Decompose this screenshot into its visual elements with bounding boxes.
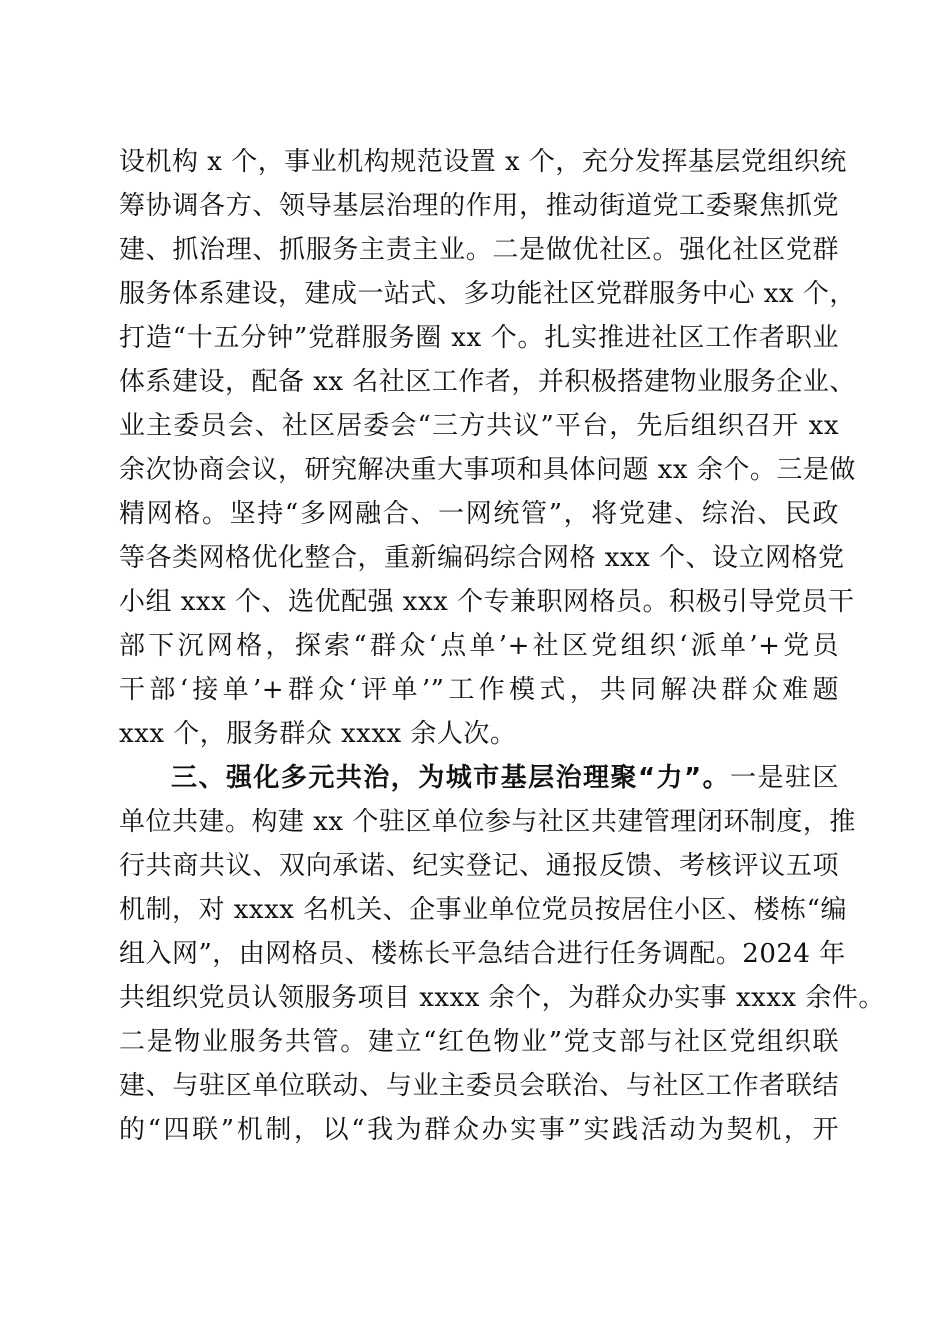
body-line: 部下沉网格，探索“群众‘点单’+社区党组织‘派单’+党员	[119, 631, 839, 661]
body-line: 体系建设，配备 xx 名社区工作者，并积极搭建物业服务企业、	[119, 367, 856, 397]
body-line: 服务体系建设，建成一站式、多功能社区党群服务中心 xx 个，	[119, 279, 856, 309]
body-line: 的“四联”机制，以“我为群众办实事”实践活动为契机，开	[119, 1115, 839, 1145]
body-line: 精网格。坚持“多网融合、一网统管”，将党建、综治、民政	[119, 499, 839, 529]
body-line: 打造“十五分钟”党群服务圈 xx 个。扎实推进社区工作者职业	[119, 323, 839, 353]
body-line: 业主委员会、社区居委会“三方共议”平台，先后组织召开 xx	[119, 411, 839, 441]
body-line-end: xxx 个，服务群众 xxxx 余人次。	[119, 719, 517, 749]
body-line: 机制，对 xxxx 名机关、企事业单位党员按居住小区、楼栋“编	[119, 895, 847, 925]
body-line: 小组 xxx 个、选优配强 xxx 个专兼职网格员。积极引导党员干	[119, 587, 855, 617]
section-heading-line	[171, 758, 839, 798]
body-line: 行共商共议、双向承诺、纪实登记、通报反馈、考核评议五项	[119, 851, 839, 881]
body-line: 建、与驻区单位联动、与业主委员会联治、与社区工作者联结	[119, 1071, 839, 1101]
body-line: 筹协调各方、领导基层治理的作用，推动街道党工委聚焦抓党	[119, 191, 839, 221]
body-line: 建、抓治理、抓服务主责主业。二是做优社区。强化社区党群	[119, 235, 839, 265]
body-line: 共组织党员认领服务项目 xxxx 余个，为群众办实事 xxxx 余件。	[119, 983, 885, 1013]
section-heading: 三、强化多元共治，为城市基层治理聚“力”。	[171, 763, 731, 793]
body-line: 单位共建。构建 xx 个驻区单位参与社区共建管理闭环制度，推	[119, 807, 856, 837]
body-line: 干部‘接单’+群众‘评单’”工作模式，共同解决群众难题	[119, 675, 839, 705]
section-heading-continuation: 一是驻区	[730, 763, 839, 793]
body-line: 余次协商会议，研究解决重大事项和具体问题 xx 余个。三是做	[119, 455, 856, 485]
body-line: 二是物业服务共管。建立“红色物业”党支部与社区党组织联	[119, 1027, 839, 1057]
body-line: 组入网”，由网格员、楼栋长平急结合进行任务调配。2024 年	[119, 939, 846, 969]
body-line: 设机构 x 个，事业机构规范设置 x 个，充分发挥基层党组织统	[119, 147, 847, 177]
body-line: 等各类网格优化整合，重新编码综合网格 xxx 个、设立网格党	[119, 543, 845, 573]
